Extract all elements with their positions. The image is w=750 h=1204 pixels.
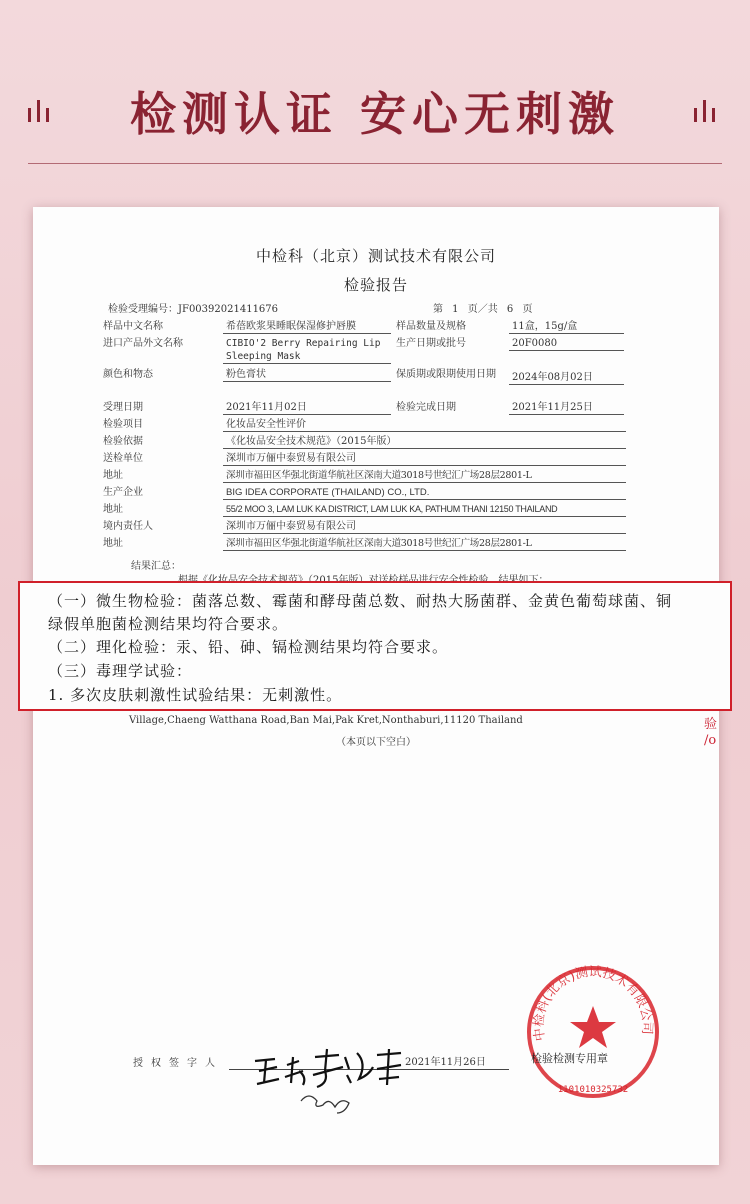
result-line: 1. 多次皮肤刺激性试验结果：无刺激性。 — [48, 686, 343, 704]
result-line: （三）毒理学试验： — [48, 662, 193, 680]
field-value-right: 20F0080 — [509, 337, 624, 351]
field-value: 深圳市福田区华强北街道华航社区深南大道3018号世纪汇广场28层2801-L — [223, 469, 626, 483]
header-divider — [28, 163, 722, 164]
company-name: 中检科（北京）测试技术有限公司 — [255, 247, 496, 265]
stamp-caption: 检验检测专用章 — [531, 1052, 608, 1065]
field-value: CIBIO'2 Berry Repairing Lip — [226, 338, 381, 349]
field-label: 生产企业 — [103, 487, 143, 498]
accept-number: 检验受理编号：JF00392021411676 — [108, 304, 279, 315]
stamp-ring-text: 中检科(北京)测试技术有限公司 — [531, 964, 655, 1042]
field-label: 境内责任人 — [103, 521, 153, 532]
field-value-right: 11盒，15g/盒 — [509, 320, 624, 334]
handwritten-signature — [233, 1027, 413, 1117]
field-label: 地址 — [103, 470, 123, 481]
decor-bars-right — [694, 96, 722, 122]
field-value-right: 2021年11月25日 — [509, 401, 624, 415]
field-label-right: 检验完成日期 — [396, 402, 456, 413]
field-label: 检验依据 — [103, 436, 143, 447]
field-value: BIG IDEA CORPORATE (THAILAND) CO., LTD. — [223, 486, 626, 500]
field-value: 深圳市万俪中泰贸易有限公司 — [223, 520, 626, 534]
stamp-number: 1101010325732 — [557, 1085, 629, 1095]
field-value: 深圳市万俪中泰贸易有限公司 — [223, 452, 626, 466]
field-value: 希蓓欧浆果睡眠保湿修护唇膜 — [223, 320, 391, 334]
field-value: 深圳市福田区华强北街道华航社区深南大道3018号世纪汇广场28层2801-L — [223, 537, 626, 551]
page-title: 检测认证 安心无刺激 — [129, 87, 620, 141]
result-line: （一）微生物检验：菌落总数、霉菌和酵母菌总数、耐热大肠菌群、金黄色葡萄球菌、铜 — [48, 592, 673, 610]
field-label: 受理日期 — [103, 402, 143, 413]
field-label: 送检单位 — [103, 453, 143, 464]
signer-label: 授权签字人 — [133, 1058, 223, 1069]
page-info: 第 1 页／共 6 页 — [433, 304, 533, 315]
summary-title: 结果汇总： — [131, 561, 181, 572]
tail-address: Village,Chaeng Watthana Road,Ban Mai,Pak Kret,Nonthaburi,11120 Thailand — [129, 715, 523, 726]
field-label: 进口产品外文名称 — [103, 338, 183, 349]
blank-note: （本页以下空白） — [336, 737, 416, 748]
field-label: 地址 — [103, 504, 123, 515]
field-label-right: 样品数量及规格 — [396, 321, 466, 332]
field-value: 化妆品安全性评价 — [223, 418, 626, 432]
field-value-line2: Sleeping Mask — [223, 350, 391, 364]
side-text-fragment: 验 /o — [704, 717, 718, 748]
field-label: 地址 — [103, 538, 123, 549]
field-label: 样品中文名称 — [103, 321, 163, 332]
report-title: 检验报告 — [343, 276, 408, 294]
official-stamp — [523, 962, 663, 1102]
result-line: （二）理化检验：汞、铅、砷、镉检测结果均符合要求。 — [48, 638, 449, 656]
field-value: 粉色膏状 — [223, 368, 391, 382]
sign-date: 2021年11月26日 — [405, 1057, 486, 1068]
field-value-right: 2024年08月02日 — [509, 371, 624, 385]
field-label: 检验项目 — [103, 419, 143, 430]
field-label-right: 保质期或限期使用日期 — [396, 369, 496, 380]
result-line: 绿假单胞菌检测结果均符合要求。 — [48, 615, 289, 633]
highlight-results-box — [18, 581, 732, 711]
field-value: 《化妆品安全技术规范》（2015年版） — [223, 435, 626, 449]
field-value: 2021年11月02日 — [223, 401, 391, 415]
field-label: 颜色和物态 — [103, 369, 153, 380]
field-label-right: 生产日期或批号 — [396, 338, 466, 349]
field-value: 55/2 MOO 3, LAM LUK KA DISTRICT, LAM LUK KA, PATHUM THANI 12150 THAILAND — [223, 503, 626, 517]
